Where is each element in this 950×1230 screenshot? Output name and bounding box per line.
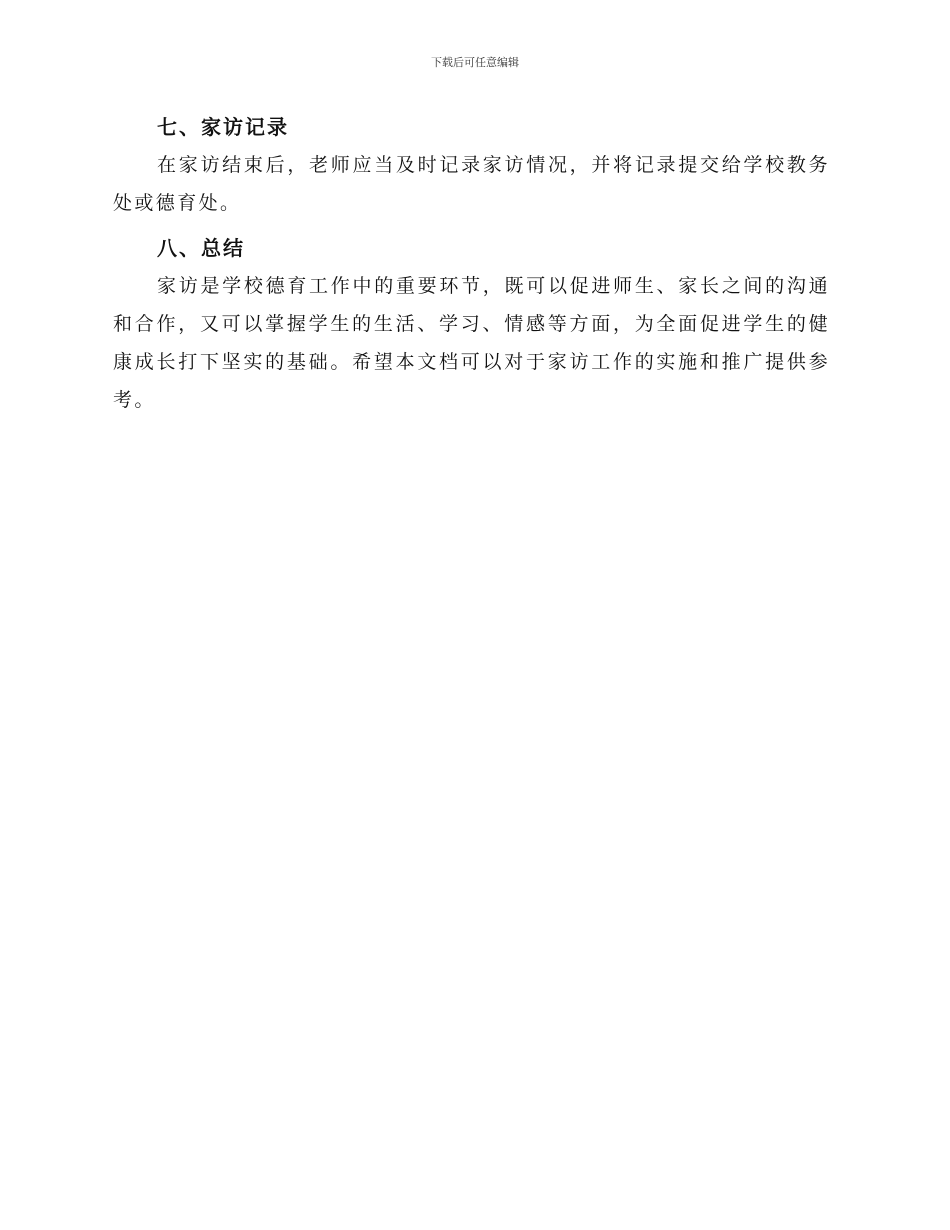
document-body (113, 108, 830, 425)
section-summary (113, 229, 830, 419)
section-paragraph: 家访是学校德育工作中的重要环节，既可以促进师生、家长之间的沟通和合作，又可以掌握学生的生活、学习、情感等方面，为全面促进学生的健康成长打下坚实的基础。希望本文档可以对于家访工作的实施和推广提供参考。 (113, 275, 830, 411)
section-home-visit-record (113, 108, 830, 222)
section-paragraph: 在家访结束后，老师应当及时记录家访情况，并将记录提交给学校教务处或德育处。 (113, 154, 830, 214)
section-heading: 七、家访记录 (157, 115, 289, 139)
page-header-note: 下载后可任意编辑 (431, 56, 519, 69)
section-heading: 八、总结 (157, 236, 245, 260)
